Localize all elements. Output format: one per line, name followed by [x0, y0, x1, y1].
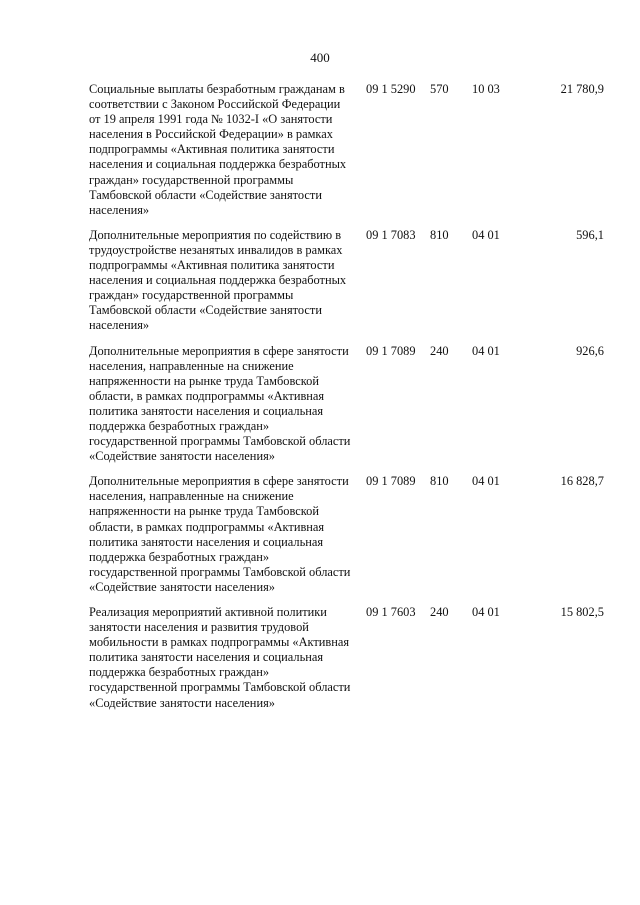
table-row: [89, 474, 604, 595]
row-description: Дополнительные мероприятия по содействию в трудоустройстве незанятых инвалидов в рамках подпрограммы «Активная политика занятости населения и социальная поддержка безработных граждан» государственной программы Тамбовской области «Содействие занятости населения»: [89, 227, 347, 333]
table-row: [89, 228, 604, 334]
row-description: Дополнительные мероприятия в сфере занятости населения, направленные на снижение напряженности на рынке труда Тамбовской области, в рамках подпрограммы «Активная политика занятости населения и социальная поддержка безработных граждан» государственной программы Тамбовской области «Содействие занятости населения»: [89, 343, 351, 464]
row-target-article-code: 09 1 5290: [366, 82, 416, 96]
row-target-article-code: 09 1 7603: [366, 605, 416, 619]
row-target-article-code: 09 1 7089: [366, 474, 416, 489]
row-target-article-code: 09 1 7089: [366, 343, 416, 358]
row-section-code: 04 01: [472, 227, 500, 242]
row-description: Реализация мероприятий активной политики занятости населения и развития трудовой мобильности в рамках подпрограммы «Активная политика занятости населения и социальная поддержка безработных граждан» государственной программы Тамбовской области «Содействие занятости населения»: [89, 605, 351, 710]
budget-table: [89, 82, 604, 721]
row-description: Социальные выплаты безработным гражданам в соответствии с Законом Российской Федерации от 19 апреля 1991 года № 1032-I «О занятости населения в Российской Федерации» в рамках подпрограммы «Активная политика занятости населения и социальная поддержка безработных граждан» государственной программы Тамбовской области «Содействие занятости населения»: [89, 82, 347, 217]
row-section-code: 04 01: [472, 343, 500, 358]
row-amount: 21 780,9: [560, 82, 604, 96]
row-description: Дополнительные мероприятия в сфере занятости населения, направленные на снижение напряженности на рынке труда Тамбовской области, в рамках подпрограммы «Активная политика занятости населения и социальная поддержка безработных граждан» государственной программы Тамбовской области «Содействие занятости населения»: [89, 474, 351, 594]
row-amount: 926,6: [576, 343, 604, 358]
table-row: [89, 344, 604, 465]
row-amount: 15 802,5: [560, 605, 604, 619]
page-number: 400: [310, 50, 330, 65]
row-amount: 16 828,7: [560, 474, 604, 489]
row-expense-type-code: 240: [430, 343, 449, 358]
row-section-code: 04 01: [472, 474, 500, 489]
row-section-code: 04 01: [472, 605, 500, 619]
table-row: [89, 82, 604, 218]
row-amount: 596,1: [576, 227, 604, 242]
table-row: [89, 605, 604, 711]
row-expense-type-code: 570: [430, 82, 449, 96]
row-section-code: 10 03: [472, 82, 500, 96]
row-expense-type-code: 810: [430, 474, 449, 489]
row-target-article-code: 09 1 7083: [366, 227, 416, 242]
row-expense-type-code: 240: [430, 605, 449, 619]
row-expense-type-code: 810: [430, 227, 449, 242]
